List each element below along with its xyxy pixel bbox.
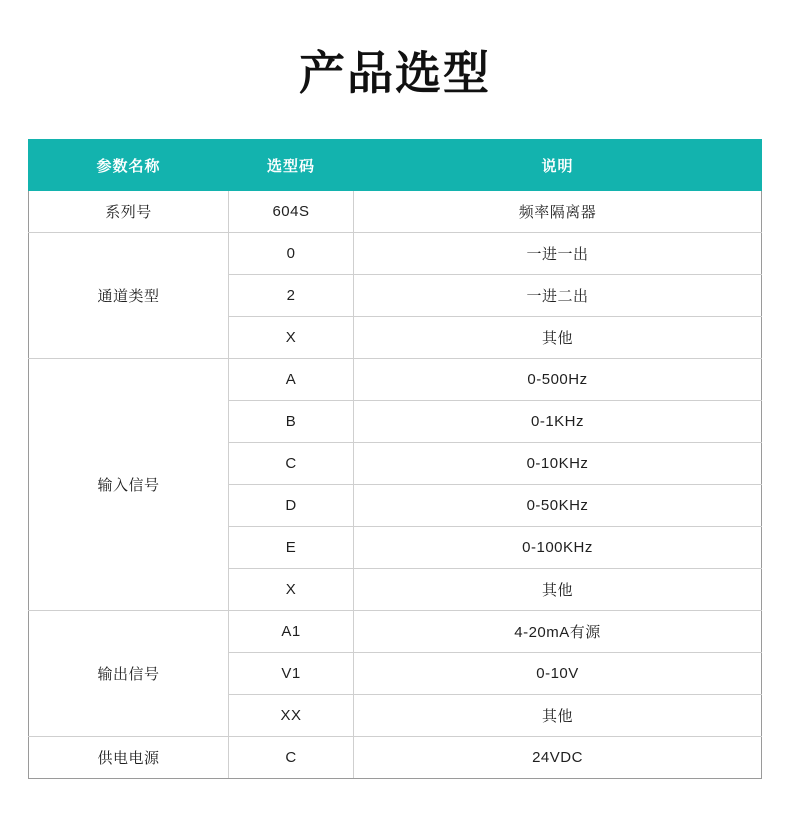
description-cell: 4-20mA有源 — [354, 611, 762, 653]
selection-code-cell: A1 — [229, 611, 354, 653]
selection-code-cell: E — [229, 527, 354, 569]
selection-code-cell: 0 — [229, 233, 354, 275]
selection-code-cell: C — [229, 443, 354, 485]
table-header — [29, 140, 762, 191]
selection-code-cell: B — [229, 401, 354, 443]
description-cell: 其他 — [354, 317, 762, 359]
column-header-parameter-name: 参数名称 — [29, 140, 229, 191]
description-cell: 0-10V — [354, 653, 762, 695]
selection-code-cell: XX — [229, 695, 354, 737]
table-header-row — [29, 140, 762, 191]
table-row — [29, 611, 762, 653]
parameter-name-cell: 供电电源 — [29, 737, 229, 779]
table-row — [29, 191, 762, 233]
column-header-description: 说明 — [354, 140, 762, 191]
description-cell: 一进二出 — [354, 275, 762, 317]
parameter-name-cell: 通道类型 — [29, 233, 229, 359]
selection-code-cell: A — [229, 359, 354, 401]
description-cell: 0-10KHz — [354, 443, 762, 485]
table-row — [29, 737, 762, 779]
selection-code-cell: 604S — [229, 191, 354, 233]
description-cell: 0-100KHz — [354, 527, 762, 569]
parameter-name-cell: 系列号 — [29, 191, 229, 233]
selection-code-cell: D — [229, 485, 354, 527]
spec-table-container — [0, 139, 790, 779]
table-row — [29, 359, 762, 401]
description-cell: 其他 — [354, 569, 762, 611]
selection-code-cell: C — [229, 737, 354, 779]
selection-code-cell: 2 — [229, 275, 354, 317]
selection-code-cell: V1 — [229, 653, 354, 695]
table-body — [29, 191, 762, 779]
table-row — [29, 233, 762, 275]
description-cell: 一进一出 — [354, 233, 762, 275]
column-header-selection-code: 选型码 — [229, 140, 354, 191]
parameter-name-cell: 输出信号 — [29, 611, 229, 737]
description-cell: 0-500Hz — [354, 359, 762, 401]
description-cell: 0-1KHz — [354, 401, 762, 443]
page-title: 产品选型 — [299, 47, 491, 99]
description-cell: 24VDC — [354, 737, 762, 779]
selection-code-cell: X — [229, 317, 354, 359]
description-cell: 其他 — [354, 695, 762, 737]
product-selection-table — [28, 139, 762, 779]
description-cell: 频率隔离器 — [354, 191, 762, 233]
description-cell: 0-50KHz — [354, 485, 762, 527]
selection-code-cell: X — [229, 569, 354, 611]
parameter-name-cell: 输入信号 — [29, 359, 229, 611]
